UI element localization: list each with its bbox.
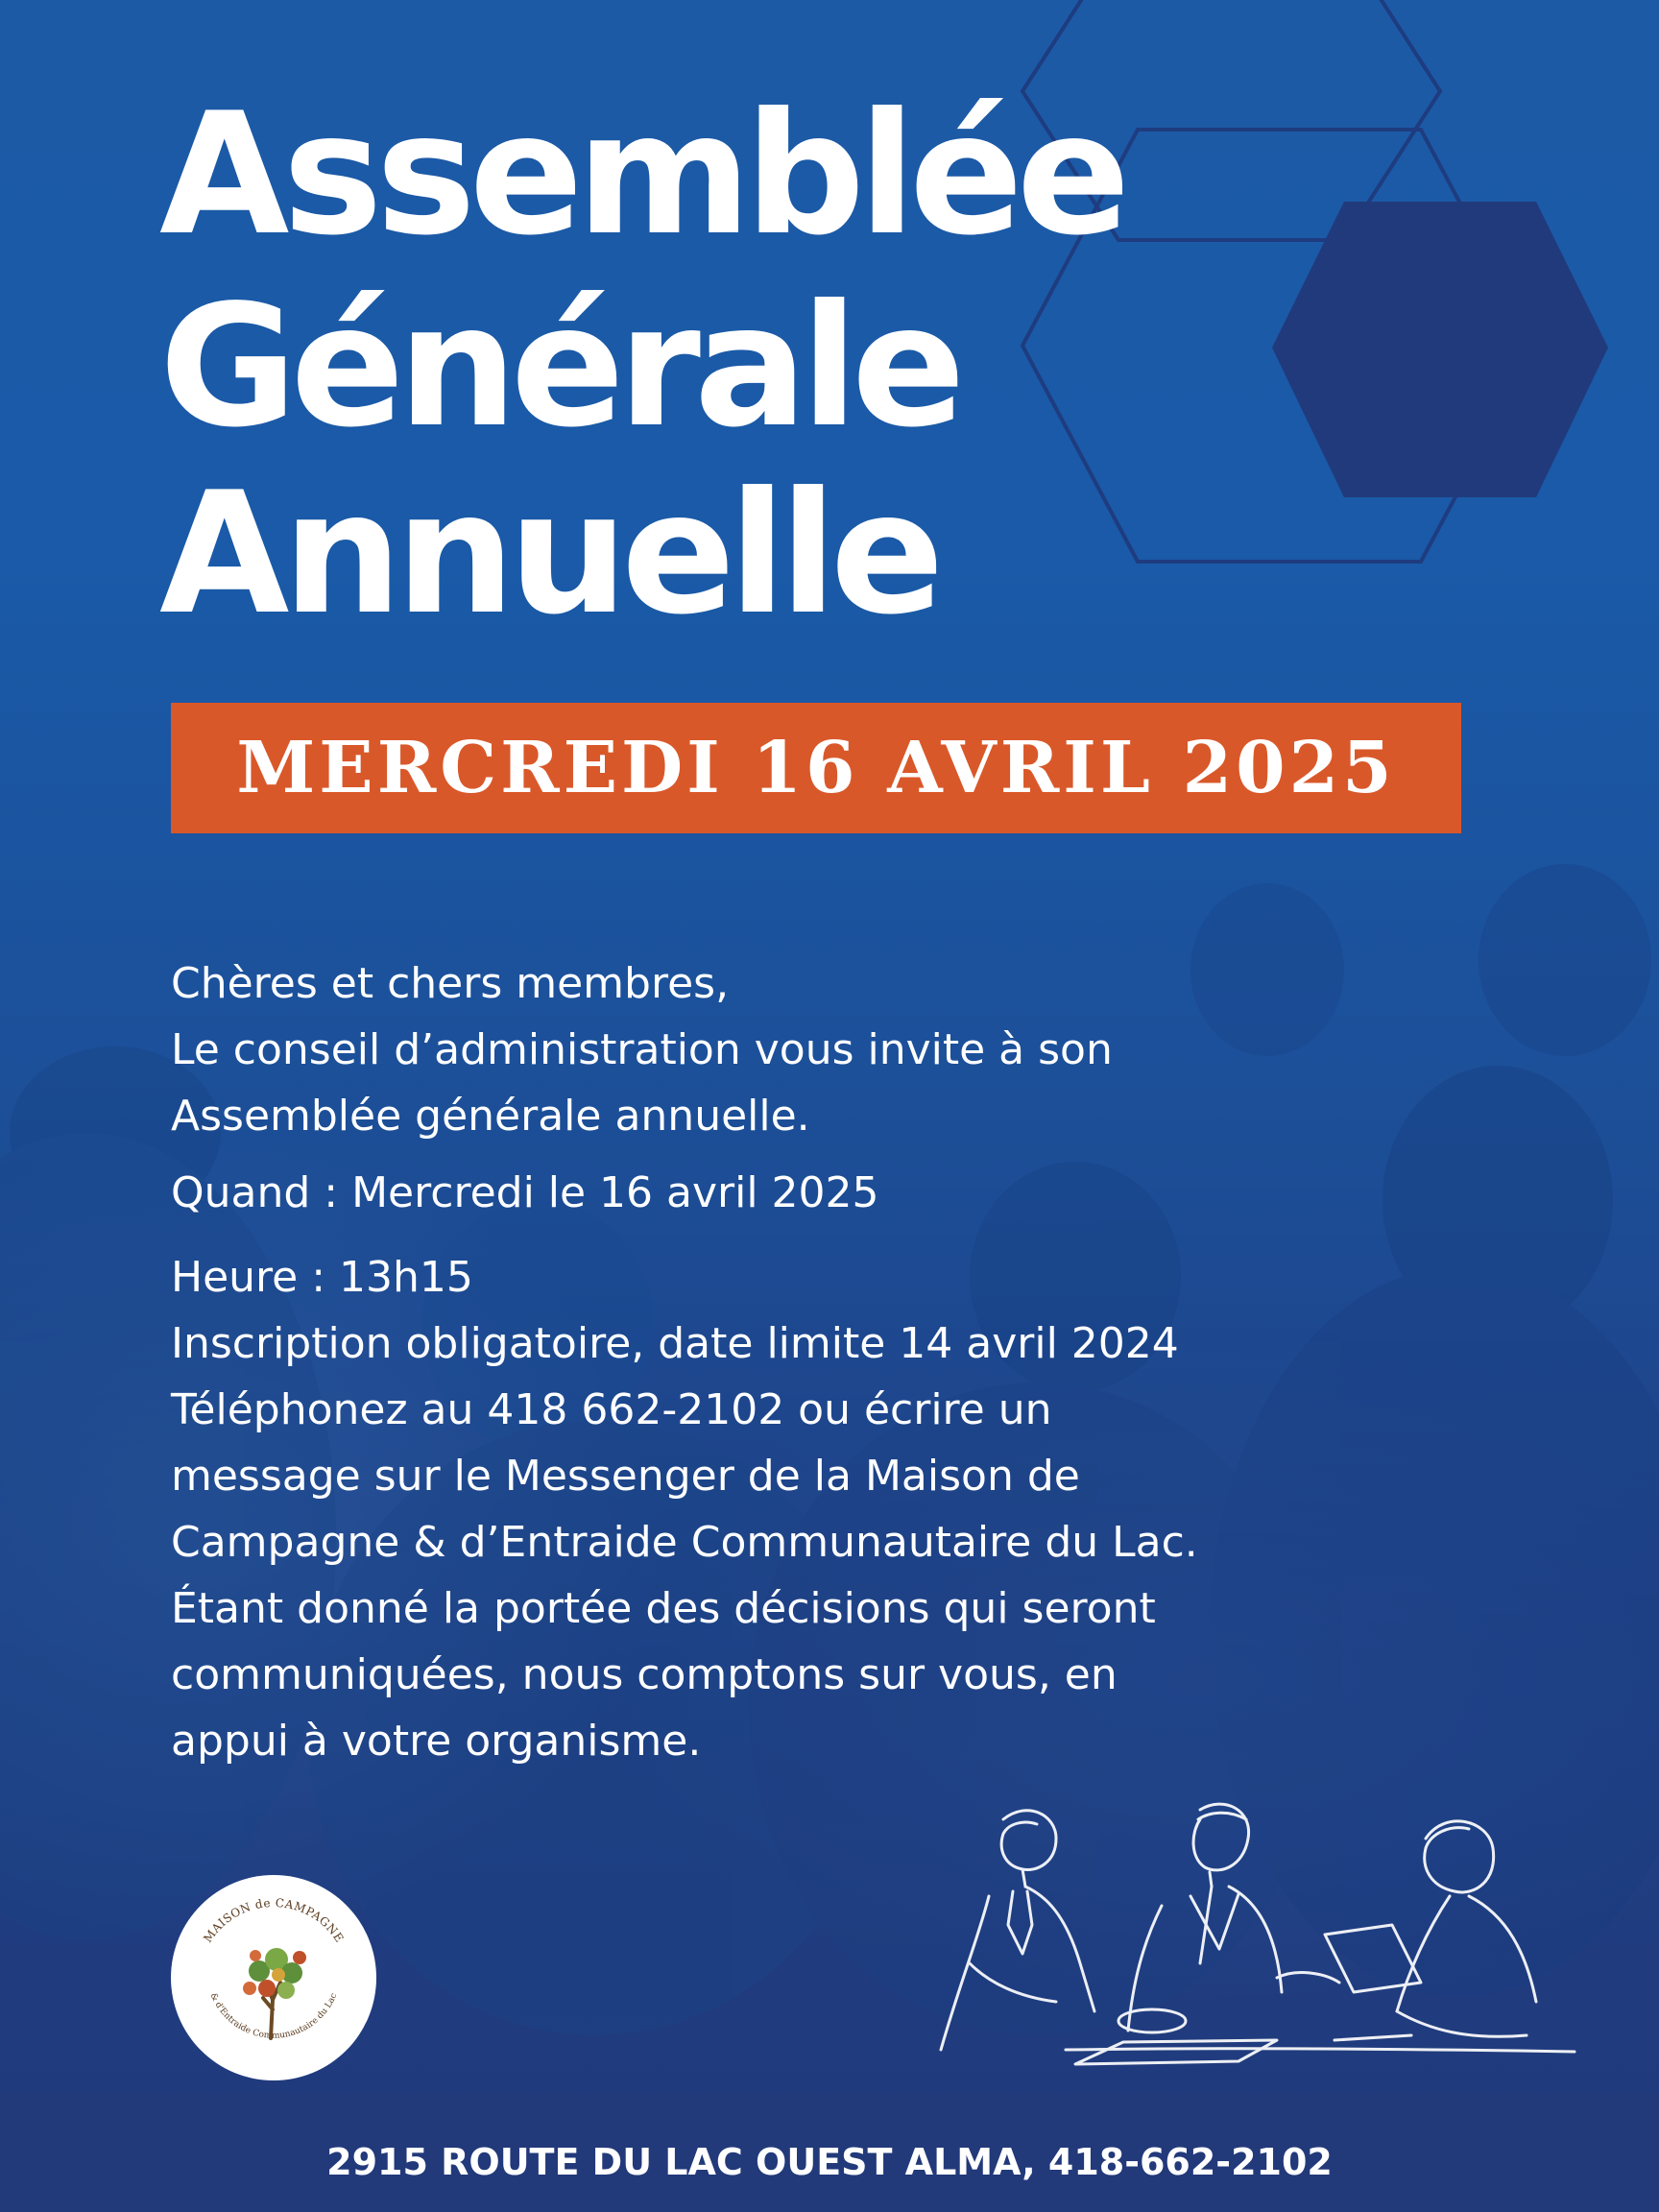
footer-address: 2915 ROUTE DU LAC OUEST ALMA, 418-662-2102 [326,2141,1333,2183]
hexagon-filled [1272,202,1608,497]
title-line-3: Annuelle [159,457,938,652]
title-line-2: Générale [159,270,959,465]
intro-line: Le conseil d’administration vous invite à son [171,1025,1113,1074]
logo-bottom-text: & d'Entraide Communautaire du Lac [207,1991,340,2041]
title-line-1: Assemblée [159,78,1124,273]
meeting-people-line-art [912,1791,1584,2098]
when-line: Quand : Mercredi le 16 avril 2025 [171,1168,879,1217]
details-line: message sur le Messenger de la Maison de [171,1452,1080,1501]
details-paragraph [171,1244,1515,1774]
intro-line: Assemblée générale annuelle. [171,1092,810,1141]
logo-top-text: MAISON de CAMPAGNE [201,1895,347,1945]
date-banner [171,703,1461,833]
details-line: Campagne & d’Entraide Communautaire du Lac. [171,1518,1198,1567]
date-banner-text: MERCREDI 16 AVRIL 2025 [236,727,1396,809]
intro-paragraph [171,950,1515,1149]
details-line: appui à votre organisme. [171,1717,702,1766]
details-line: Téléphonez au 418 662-2102 ou écrire un [171,1385,1052,1434]
details-line: Inscription obligatoire, date limite 14 avril 2024 [171,1319,1179,1368]
organization-logo [171,1875,376,2080]
details-line: Étant donné la portée des décisions qui seront [171,1584,1156,1633]
details-line: Heure : 13h15 [171,1253,473,1302]
svg-text:MAISON de CAMPAGNE [201,1896,347,1945]
intro-line: Chères et chers membres, [171,959,730,1008]
tree-icon [243,1948,306,2038]
details-line: communiquées, nous comptons sur vous, en [171,1650,1118,1699]
